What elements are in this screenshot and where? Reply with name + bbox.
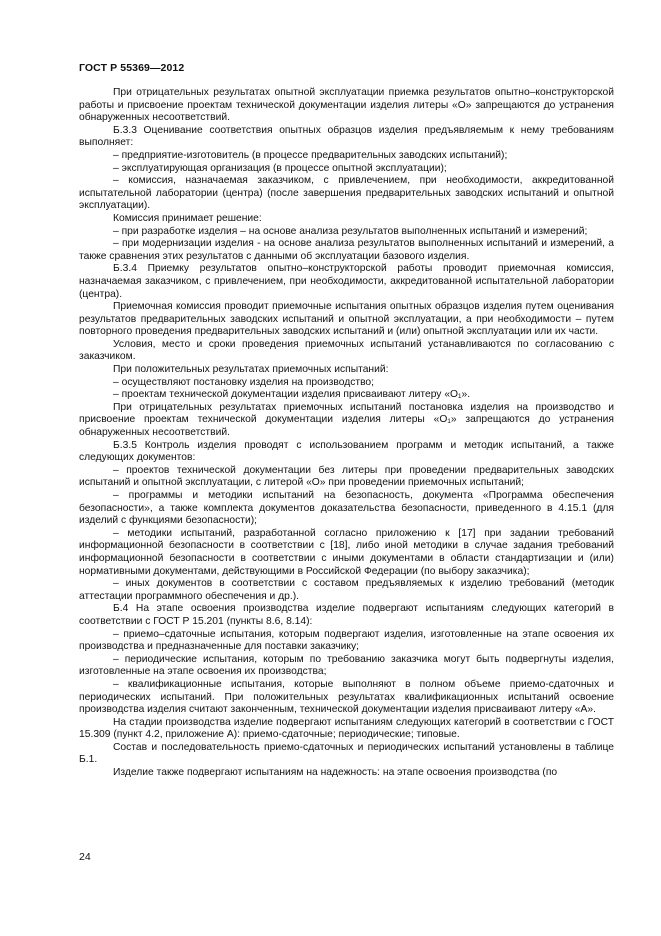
paragraph: Комиссия принимает решение:: [113, 212, 262, 224]
paragraph: При отрицательных результатах приемочных испытаний постановка изделия на производство и присвоение проектам технической документации изделия литеры «О₁» запрещаются до устранения обнаруженных несоответствий.: [79, 401, 614, 439]
list-item: – методики испытаний, разработанной согласно приложению к [17] при задании требований информационной безопасности в соответствии с [18], либо иной методики в случае задания требований информационной безопасности в соответствии с иными документами в области стандартизации и (или) нормативными документами, действующими в Российской Федерации (по выбору заказчика);: [79, 527, 614, 577]
list-item: – осуществляют постановку изделия на производство;: [113, 376, 375, 388]
paragraph: Б.3.5 Контроль изделия проводят с использованием программ и методик испытаний, а также следующих документов:: [79, 439, 614, 464]
paragraph: Приемочная комиссия проводит приемочные испытания опытных образцов изделия путем оценивания результатов предварительных заводских испытаний и опытной эксплуатации, а при необходимости – путем повторного проведения предварительных заводских испытаний и (или) опытной эксплуатации или их части.: [79, 301, 614, 338]
list-item: – квалификационные испытания, которые выполняют в полном объеме приемо-сдаточных и периодических испытаний. При положительных результатах квалификационных испытаний освоение производства изделия считают законченным, технической документации изделия присваивают литеру «А».: [79, 678, 614, 716]
list-item: – программы и методики испытаний на безопасность, документа «Программа обеспечения безопасности», а также комплекта документов доказательства безопасности, приведенного в 4.15.1 (для изделий с функциями безопасности);: [79, 490, 614, 527]
paragraph: При положительных результатах приемочных испытаний:: [113, 364, 389, 376]
list-item: – предприятие-изготовитель (в процессе предварительных заводских испытаний);: [113, 149, 508, 161]
paragraph: Б.3.3 Оценивание соответствия опытных образцов изделия предъявляемым к нему требованиям выполняет:: [79, 124, 614, 149]
paragraph: Б.3.4 Приемку результатов опытно–конструкторской работы проводит приемочная комиссия, назначаемая заказчиком, с привлечением, при необходимости, аккредитованной испытательной лаборатории (центра).: [79, 263, 614, 300]
document-body: [79, 87, 614, 780]
page-number: 24: [79, 851, 91, 863]
list-item: – проектов технической документации без литеры при проведении предварительных заводских испытаний и опытной эксплуатации, с литерой «О» при проведении приемочных испытаний;: [79, 464, 614, 489]
list-item: – при модернизации изделия - на основе анализа результатов выполненных испытаний и измерений, а также сравнения этих результатов с данными об эксплуатации базового изделия.: [79, 238, 614, 262]
document-header: ГОСТ Р 55369—2012: [79, 62, 185, 74]
list-item: – эксплуатирующая организация (в процессе опытной эксплуатации);: [113, 162, 447, 174]
paragraph: Условия, место и сроки проведения приемочных испытаний устанавливаются по согласованию с заказчиком.: [79, 338, 614, 363]
list-item: – иных документов в соответствии с составом предъявляемых к изделию требований (методик аттестации программного обеспечения и др.).: [79, 578, 614, 602]
paragraph: На стадии производства изделие подвергают испытаниям следующих категорий в соответствии с ГОСТ 15.309 (пункт 4.2, приложение А): приемо-сдаточные; периодические; типовые.: [79, 716, 614, 741]
paragraph: При отрицательных результатах опытной эксплуатации приемка результатов опытно–конструкторской работы и присвоение проектам технической документации изделия литеры «О» запрещаются до устранения обнаруженных несоответствий.: [79, 87, 614, 124]
paragraph: Изделие также подвергают испытаниям на надежность: на этапе освоения производства (по: [113, 767, 558, 779]
list-item: – периодические испытания, которым по требованию заказчика могут быть подвергнуты изделия, изготовленные на этапе освоения их производства;: [79, 653, 614, 678]
list-item: – комиссия, назначаемая заказчиком, с привлечением, при необходимости, аккредитованной испытательной лаборатории (центра) (после завершения предварительных заводских испытаний и опытной эксплуатации).: [79, 175, 614, 212]
list-item: – приемо–сдаточные испытания, которым подвергают изделия, изготовленные на этапе освоения их производства и предназначенные для поставки заказчику;: [79, 628, 614, 653]
paragraph: Состав и последовательность приемо-сдаточных и периодических испытаний установлены в таблице Б.1.: [79, 741, 614, 766]
paragraph: Б.4 На этапе освоения производства изделие подвергают испытаниям следующих категорий в соответствии с ГОСТ Р 15.201 (пункты 8.6, 8.14):: [79, 603, 614, 627]
list-item: – при разработке изделия – на основе анализа результатов выполненных испытаний и измерений;: [113, 225, 588, 237]
list-item: – проектам технической документации изделия присваивают литеру «О₁».: [113, 389, 471, 401]
